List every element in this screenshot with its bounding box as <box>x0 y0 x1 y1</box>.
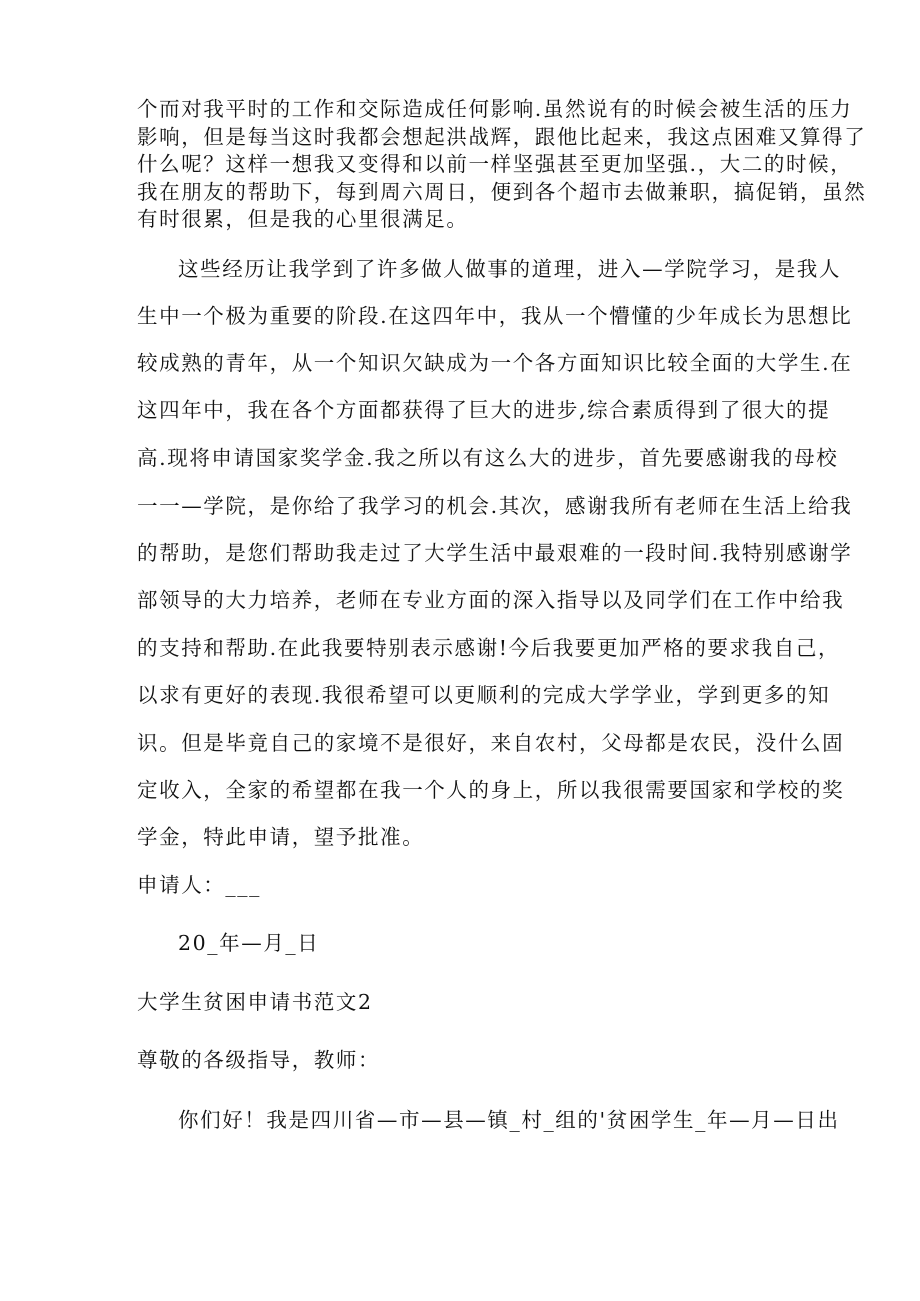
opening-line: 你们好！我是四川省—市—县—镇_村_组的'贫困学生_年—月—日出 <box>178 1108 840 1132</box>
text-line: 有时很累，但是我的心里很满足。 <box>137 207 469 232</box>
text-line: 定收入，全家的希望都在我一个人的身上，所以我很需要国家和学校的奖 <box>137 778 845 802</box>
text-line: 学金，特此申请，望予批准。 <box>137 825 425 849</box>
text-line: 生中一个极为重要的阶段.在这四年中，我从一个懵懂的少年成长为思想比 <box>137 304 853 328</box>
text-line: 的支持和帮助.在此我要特别表示感谢!今后我要更加严格的要求我自己， <box>137 636 841 660</box>
section-title: 大学生贫困申请书范文2 <box>137 990 373 1014</box>
date-line: 20_年—月_日 <box>178 931 320 955</box>
text-line: 影响，但是每当这时我都会想起洪战辉，跟他比起来，我这点困难又算得了 <box>137 124 867 149</box>
text-line: 这些经历让我学到了许多做人做事的道理，进入—学院学习，是我人 <box>178 257 841 281</box>
text-line: 较成熟的青年，从一个知识欠缺成为一个各方面知识比较全面的大学生.在 <box>137 351 853 375</box>
text-line: 部领导的大力培养，老师在专业方面的深入指导以及同学们在工作中给我 <box>137 588 845 612</box>
text-line: 的帮助，是您们帮助我走过了大学生活中最艰难的一段时间.我特别感谢学 <box>137 541 853 565</box>
text-line: 高.现将申请国家奖学金.我之所以有这么大的进步，首先要感谢我的母校 <box>137 446 839 470</box>
applicant-line: 申请人：___ <box>137 873 261 897</box>
text-line: 这四年中，我在各个方面都获得了巨大的进步,综合素质得到了很大的提 <box>137 398 831 422</box>
text-line: 以求有更好的表现.我很希望可以更顺利的完成大学学业，学到更多的知 <box>137 683 831 707</box>
salutation: 尊敬的各级指导，教师： <box>137 1048 381 1072</box>
text-line: 一一—学院，是你给了我学习的机会.其次，感谢我所有老师在生活上给我 <box>137 494 853 518</box>
text-line: 个而对我平时的工作和交际造成任何影响.虽然说有的时候会被生活的压力 <box>137 97 853 121</box>
text-line: 我在朋友的帮助下，每到周六周日，便到各个超市去做兼职，搞促销，虽然 <box>137 179 867 204</box>
text-line: 什么呢？这样一想我又变得和以前一样坚强甚至更加坚强.，大二的时候， <box>137 152 853 177</box>
paragraph-hardship <box>137 96 867 234</box>
text-line: 识。但是毕竟自己的家境不是很好，来自农村，父母都是农民，没什么固 <box>137 731 845 755</box>
